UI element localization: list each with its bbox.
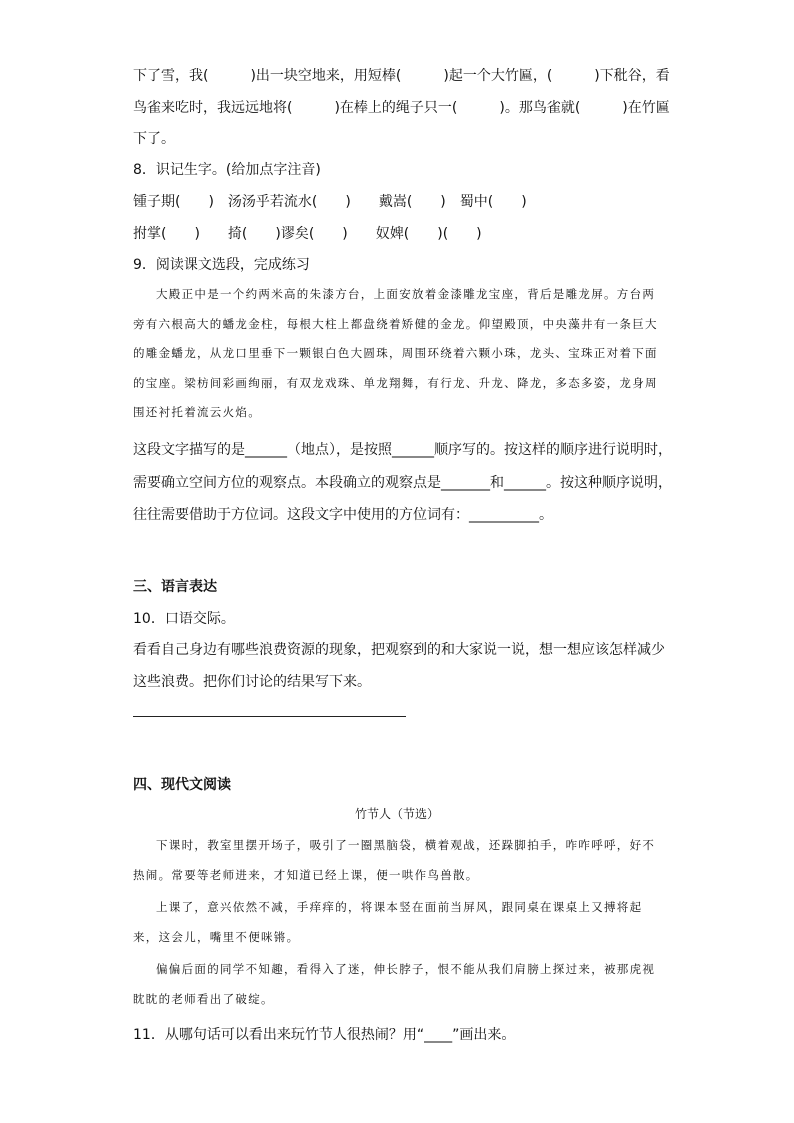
article-title: 竹节人（节选） bbox=[354, 807, 439, 821]
q9-line-3: 往往需要借助于方位词。这段文字中使用的方位词有：__________。 bbox=[133, 507, 553, 523]
section-4-heading: 四、现代文阅读 bbox=[133, 777, 231, 793]
article-paragraph-2: 上课了，意兴依然不减，手痒痒的，将课本竖在面前当屏风，跟同桌在课桌上又搏将起来，这会儿，嘴里不便咪锵。 bbox=[133, 900, 643, 944]
q11-text: 11．从哪句话可以看出来玩竹节人很热闹？用“____”画出来。 bbox=[133, 1027, 516, 1043]
q9-line-1: 这段文字描写的是______（地点），是按照______顺序写的。按这样的顺序进行说明时， bbox=[133, 442, 672, 458]
q10-line-2: 这些浪费。把你们讨论的结果写下来。 bbox=[133, 674, 371, 690]
q9-passage: 大殿正中是一个约两米高的朱漆方台，上面安放着金漆雕龙宝座，背后是雕龙屏。方台两旁有六根高大的蟠龙金柱，每根大柱上都盘绕着矫健的金龙。仰望殿顶，中央藻井有一条巨大的雕金蟠龙，从龙口里垂下一颗银白色大圆珠，周围环绕着六颗小珠，龙头、宝珠正对着下面的宝座。梁枋间彩画绚丽，有双龙戏珠、单龙翔舞，有行龙、升龙、降龙，多态多姿，龙身周围还衬托着流云火焰。 bbox=[133, 287, 658, 419]
q7-line-1: 下了雪，我( )出一块空地来，用短棒( )起一个大竹匾，( )下秕谷，看 bbox=[133, 68, 670, 84]
q8-row-2: 拊掌( ) 掎( )谬矣( ) 奴婢( )( ) bbox=[133, 226, 482, 242]
q7-line-3: 下了。 bbox=[133, 131, 175, 147]
article-paragraph-1: 下课时，教室里摆开场子，吸引了一圈黑脑袋，横着观战，还跺脚拍手，咋咋呼呼，好不热闹。常要等老师进来，才知道已经上课，便一哄作鸟兽散。 bbox=[133, 838, 656, 882]
section-3-heading: 三、语言表达 bbox=[133, 579, 217, 595]
q8-title: 8．识记生字。(给加点字注音) bbox=[133, 162, 321, 178]
q8-row-1: 锺子期( ) 汤汤乎若流水( ) 戴嵩( ) 蜀中( ) bbox=[133, 194, 527, 210]
q10-line-1: 看看自己身边有哪些浪费资源的现象，把观察到的和大家说一说，想一想应该怎样减少 bbox=[133, 642, 665, 658]
q10-title: 10．口语交际。 bbox=[133, 611, 235, 627]
answer-line bbox=[133, 716, 406, 717]
q9-line-2: 需要确立空间方位的观察点。本段确立的观察点是_______和______。按这种顺序说明， bbox=[133, 475, 672, 491]
article-paragraph-3: 偏偏后面的同学不知趣，看得入了迷，伸长脖子，恨不能从我们肩膀上探过来，被那虎视眈眈的老师看出了破绽。 bbox=[133, 962, 656, 1006]
q9-title: 9．阅读课文选段，完成练习 bbox=[133, 257, 310, 273]
q7-line-2: 鸟雀来吃时，我远远地将( )在棒上的绳子只一( )。那鸟雀就( )在竹匾 bbox=[133, 100, 670, 116]
